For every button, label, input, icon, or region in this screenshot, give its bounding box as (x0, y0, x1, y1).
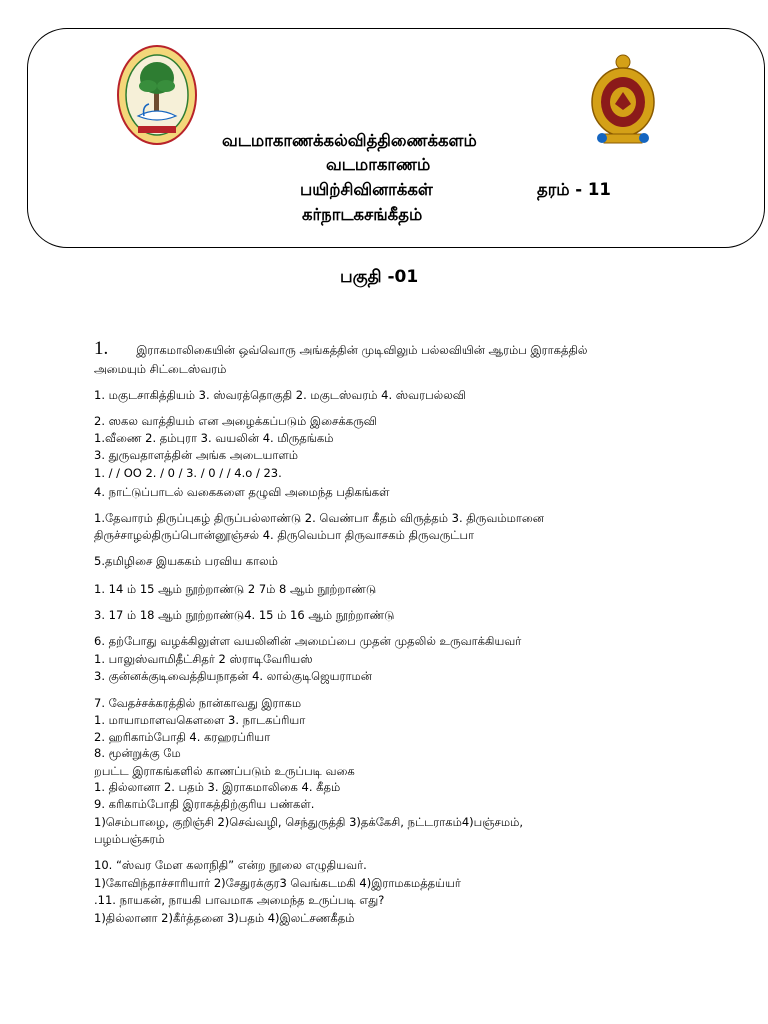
question-line: 10. “ஸ்வர மேள கலாநிதி” என்ற நூலை எழுதியவர். (94, 858, 367, 872)
question-line: 3. குன்னக்குடிவைத்தியநாதன் 4. லால்குடிஜெயராமன் (94, 669, 372, 683)
question-line: பழம்பஞ்சுரம் (94, 832, 165, 846)
question-line: 1)தில்லானா 2)கீர்த்தனை 3)பதம் 4)இலட்சணகீதம் (94, 911, 355, 925)
question-line: 7. வேதச்சக்கரத்தில் நான்காவது இராகம (94, 696, 302, 710)
question-line: 1. இராகமாலிகையின் ஒவ்வொரு அங்கத்தின் முடிவிலும் பல்லவியின் ஆரம்ப இராகத்தில் (94, 338, 588, 359)
question-line: றபட்ட இராகங்களில் காணப்படும் உருப்படி வகை (94, 764, 355, 778)
grade-label: தரம் - 11 (537, 180, 611, 199)
question-line: அமையும் சிட்டைஸ்வரம் (94, 362, 227, 376)
question-line: 1. மகுடசாகித்தியம் 3. ஸ்வரத்தொகுதி 2. மகுடஸ்வரம் 4. ஸ்வரபல்லவி (94, 388, 466, 402)
question-line: 1.தேவாரம் திருப்புகழ் திருப்பல்லாண்டு 2. வெண்பா கீதம் விருத்தம் 3. திருவம்மானை (94, 511, 544, 525)
question-line: 1)செம்பாழை, குறிஞ்சி 2)செவ்வழி, செந்துருத்தி 3)தக்கேசி, நட்டராகம்4)பஞ்சமம், (94, 815, 524, 829)
question-line: 9. கரிகாம்போதி இராகத்திற்குரிய பண்கள். (94, 797, 315, 811)
question-line: 8. மூன்றுக்கு மே (94, 746, 181, 760)
question-line: 1. பாலுஸ்வாமிதீட்சிதர் 2 ஸ்ராடிவேரியஸ் (94, 652, 313, 666)
question-line: .11. நாயகன், நாயகி பாவமாக அமைந்த உருப்படி எது? (94, 893, 385, 907)
header-line-4: கர்நாடகசங்கீதம் (302, 205, 423, 224)
question-line: 2. ஹரிகாம்போதி 4. கரஹரப்ரியா (94, 730, 271, 744)
header-line-1: வடமாகாணக்கல்வித்திணைக்களம் (222, 131, 477, 150)
question-line: 2. ஸகல வாத்தியம் என அழைக்கப்படும் இசைக்கருவி (94, 414, 377, 428)
question-line: 1. மாயாமாளவகௌளை 3. நாடகப்ரியா (94, 713, 306, 727)
question-line: 4. நாட்டுப்பாடல் வகைகளை தழுவி அமைந்த பதிகங்கள் (94, 485, 390, 499)
education-department-logo (116, 44, 198, 146)
question-line: 1. / / OO 2. / 0 / 3. / 0 / / 4.o / 23. (94, 466, 282, 480)
question-line: 6. தற்போது வழக்கிலுள்ள வயலினின் அமைப்பை முதன் முதலில் உருவாக்கியவர் (94, 634, 522, 648)
question-line: திருச்சாழல்திருப்பொன்னூஞ்சல் 4. திருவெம்பா திருவாசகம் திருவருட்பா (94, 528, 475, 542)
national-emblem (590, 52, 656, 148)
header-line-3: பயிற்சிவினாக்கள் (300, 180, 433, 199)
question-line: 1)கோவிந்தாச்சாரியார் 2)சேதுரக்குர3 வெங்கடமகி 4)இராமகமத்தய்யர் (94, 876, 461, 890)
header-line-2: வடமாகாணம் (326, 155, 431, 174)
question-line: 1.வீணை 2. தம்புரா 3. வயலின் 4. மிருதங்கம் (94, 431, 334, 445)
question-line: 1. 14 ம் 15 ஆம் நூற்றாண்டு 2 7ம் 8 ஆம் நூற்றாண்டு (94, 582, 377, 596)
question-line: 5.தமிழிசை இயககம் பரவிய காலம் (94, 554, 278, 568)
question-line: 1. தில்லானா 2. பதம் 3. இராகமாலிகை 4. கீதம் (94, 780, 341, 794)
part-title: பகுதி -01 (340, 267, 419, 287)
question-line: 3. துருவதாளத்தின் அங்க அடையாளம் (94, 448, 299, 462)
question-line: 3. 17 ம் 18 ஆம் நூற்றாண்டு4. 15 ம் 16 ஆம் நூற்றாண்டு (94, 608, 395, 622)
